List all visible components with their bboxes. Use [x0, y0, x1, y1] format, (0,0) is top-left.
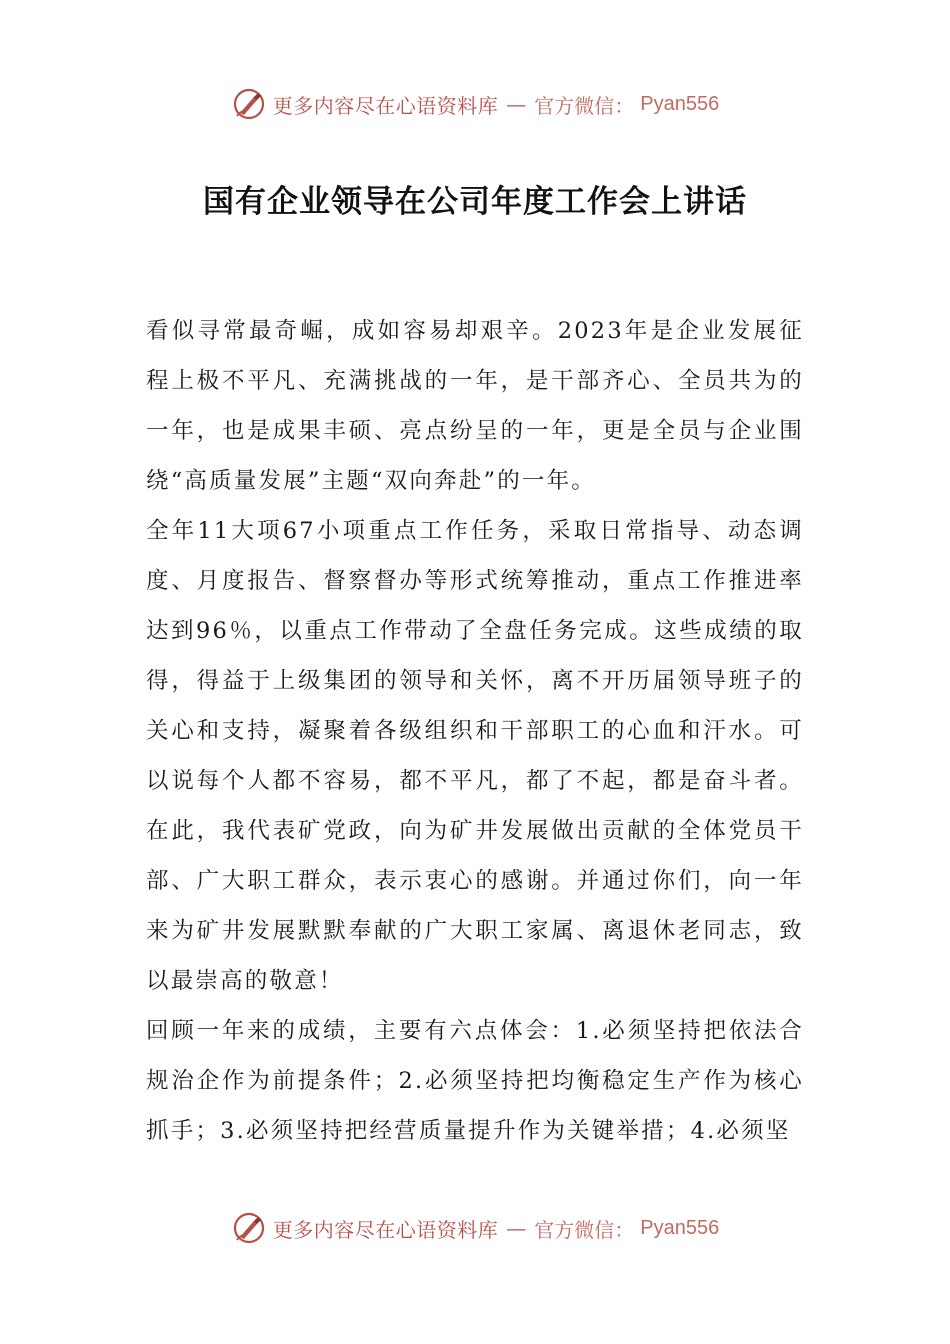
banner-contact-label: 官方微信：	[534, 93, 635, 118]
pen-nib-icon	[231, 1210, 267, 1246]
footer-watermark-banner	[0, 1206, 950, 1250]
banner-contact-label: 官方微信：	[534, 1217, 635, 1242]
document-body	[146, 306, 804, 1156]
paragraph-2: 全年11大项67小项重点工作任务，采取日常指导、动态调度、月度报告、督察督办等形式统筹推动，重点工作推进率达到96％，以重点工作带动了全盘任务完成。这些成绩的取得，得益于上级集团的领导和关怀，离不开历届领导班子的关心和支持，凝聚着各级组织和干部职工的心血和汗水。可以说每个人都不容易，都不平凡，都了不起，都是奋斗者。在此，我代表矿党政，向为矿井发展做出贡献的全体党员干部、广大职工群众，表示衷心的感谢。并通过你们，向一年来为矿井发展默默奉献的广大职工家属、离退休老同志，致以最崇高的敬意！	[146, 518, 804, 994]
document-title: 国有企业领导在公司年度工作会上讲话	[203, 184, 747, 220]
banner-contact-id: Pyan556	[640, 1216, 720, 1239]
banner-dash: —	[506, 1216, 527, 1240]
banner-contact-id: Pyan556	[640, 92, 720, 115]
paragraph-1: 看似寻常最奇崛，成如容易却艰辛。2023年是企业发展征程上极不平凡、充满挑战的一年，是干部齐心、全员共为的一年，也是成果丰硕、亮点纷呈的一年，更是全员与企业围绕“高质量发展”主题“双向奔赴”的一年。	[146, 318, 804, 494]
pen-nib-icon	[231, 86, 267, 122]
banner-dash: —	[506, 92, 527, 116]
paragraph-3: 回顾一年来的成绩，主要有六点体会：1.必须坚持把依法合规治企作为前提条件；2.必须坚持把均衡稳定生产作为核心抓手；3.必须坚持把经营质量提升作为关键举措；4.必须坚	[146, 1018, 804, 1144]
banner-brand-text: 更多内容尽在心语资料库	[272, 1217, 499, 1242]
header-watermark-banner	[0, 82, 950, 126]
banner-brand-text: 更多内容尽在心语资料库	[272, 93, 499, 118]
